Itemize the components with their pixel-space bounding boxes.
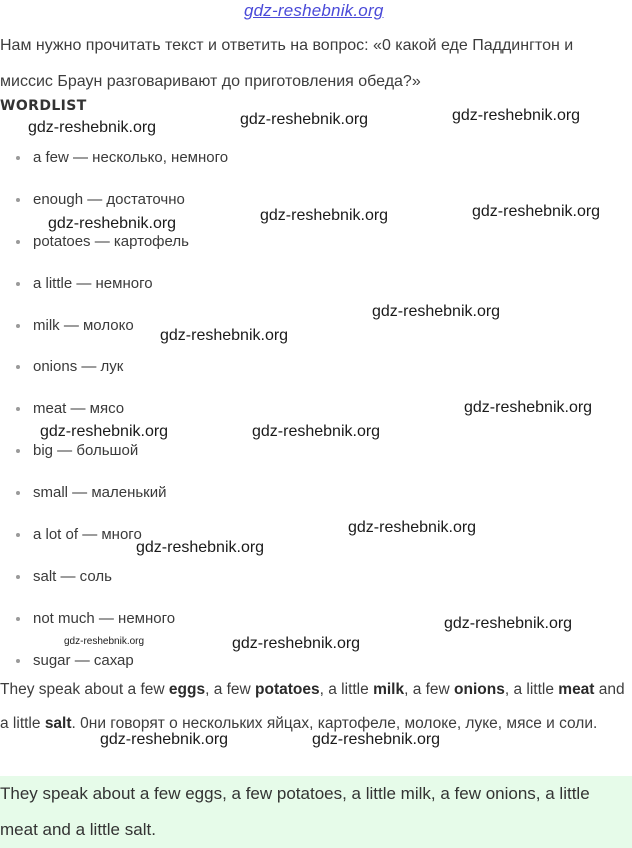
list-item xyxy=(0,475,228,517)
list-item xyxy=(0,559,228,601)
watermark: gdz-reshebnik.org xyxy=(136,539,265,556)
list-item-text: enough — достаточно xyxy=(33,190,185,208)
list-item-text: a few — несколько, немного xyxy=(33,149,229,166)
list-item xyxy=(0,266,228,308)
watermark: gdz-reshebnik.org xyxy=(28,119,157,136)
watermark: gdz-reshebnik.org xyxy=(348,519,477,536)
explanation-text: , a little xyxy=(319,681,374,698)
watermark: gdz-reshebnik.org xyxy=(232,635,361,652)
keyword-onions: onions xyxy=(454,681,505,698)
explanation-text: , a few xyxy=(404,681,455,698)
watermark: gdz-reshebnik.org xyxy=(160,327,289,344)
bullet-icon xyxy=(16,533,20,537)
list-item-text: milk — молоко xyxy=(33,316,134,334)
watermark: gdz-reshebnik.org xyxy=(252,423,381,440)
list-item-text: small — маленький xyxy=(33,484,167,502)
explanation-text: , a little xyxy=(504,681,559,698)
wordlist-title: WORDLIST xyxy=(0,98,87,114)
list-item-text: not much — немного xyxy=(33,609,176,627)
list-item-text: a little — немного xyxy=(33,274,153,292)
list-item xyxy=(0,140,228,182)
answer-box: They speak about a few eggs, a few potatoes, a little milk, a few onions, a little meat and a little salt. xyxy=(0,776,632,848)
list-item xyxy=(0,349,228,391)
explanation-text: They speak about a few xyxy=(0,681,169,698)
watermark: gdz-reshebnik.org xyxy=(452,107,581,124)
bullet-icon xyxy=(16,575,20,579)
explanation-text: , a few xyxy=(205,681,256,698)
list-item-text: sugar — сахар xyxy=(33,651,134,669)
watermark: gdz-reshebnik.org xyxy=(64,636,145,647)
watermark: gdz-reshebnik.org xyxy=(240,111,369,128)
keyword-potatoes: potatoes xyxy=(255,681,320,698)
bullet-icon xyxy=(16,365,20,369)
explanation-text: and a little xyxy=(0,681,625,732)
list-item-text: onions — лук xyxy=(33,358,124,376)
watermark: gdz-reshebnik.org xyxy=(100,731,229,748)
watermark: gdz-reshebnik.org xyxy=(464,399,593,416)
question-text: Нам нужно прочитать текст и ответить на вопрос: «0 какой еде Паддингтон и миссис Браун разговаривают до приготовления обеда?» xyxy=(0,37,574,90)
bullet-icon xyxy=(16,449,20,453)
list-item-text: big — большой xyxy=(33,442,139,460)
keyword-eggs: eggs xyxy=(168,681,206,698)
list-item-text: potatoes — картофель xyxy=(33,232,189,250)
keyword-meat: meat xyxy=(558,681,595,698)
list-item-text: a lot of — много xyxy=(33,526,142,544)
bullet-icon xyxy=(16,282,20,286)
bullet-icon xyxy=(16,198,20,202)
list-item-text: meat — мясо xyxy=(33,400,125,418)
bullet-icon xyxy=(16,407,20,411)
bullet-icon xyxy=(16,156,20,160)
watermark: gdz-reshebnik.org xyxy=(312,731,441,748)
watermark: gdz-reshebnik.org xyxy=(260,207,389,224)
watermark: gdz-reshebnik.org xyxy=(444,615,573,632)
watermark: gdz-reshebnik.org xyxy=(40,423,169,440)
bullet-icon xyxy=(16,240,20,244)
watermark: gdz-reshebnik.org xyxy=(472,203,601,220)
explanation-text: . 0ни говорят о нескольких яйцах, картофеле, молоке, луке, мясе и соли. xyxy=(71,715,598,732)
keyword-salt: salt xyxy=(44,715,72,732)
bullet-icon xyxy=(16,324,20,328)
watermark: gdz-reshebnik.org xyxy=(372,303,501,320)
bullet-icon xyxy=(16,617,20,621)
top-watermark: gdz-reshebnik.org xyxy=(244,1,384,20)
bullet-icon xyxy=(16,491,20,495)
list-item-text: salt — соль xyxy=(33,567,112,585)
bullet-icon xyxy=(16,659,20,663)
watermark: gdz-reshebnik.org xyxy=(48,215,177,232)
keyword-milk: milk xyxy=(373,681,405,698)
